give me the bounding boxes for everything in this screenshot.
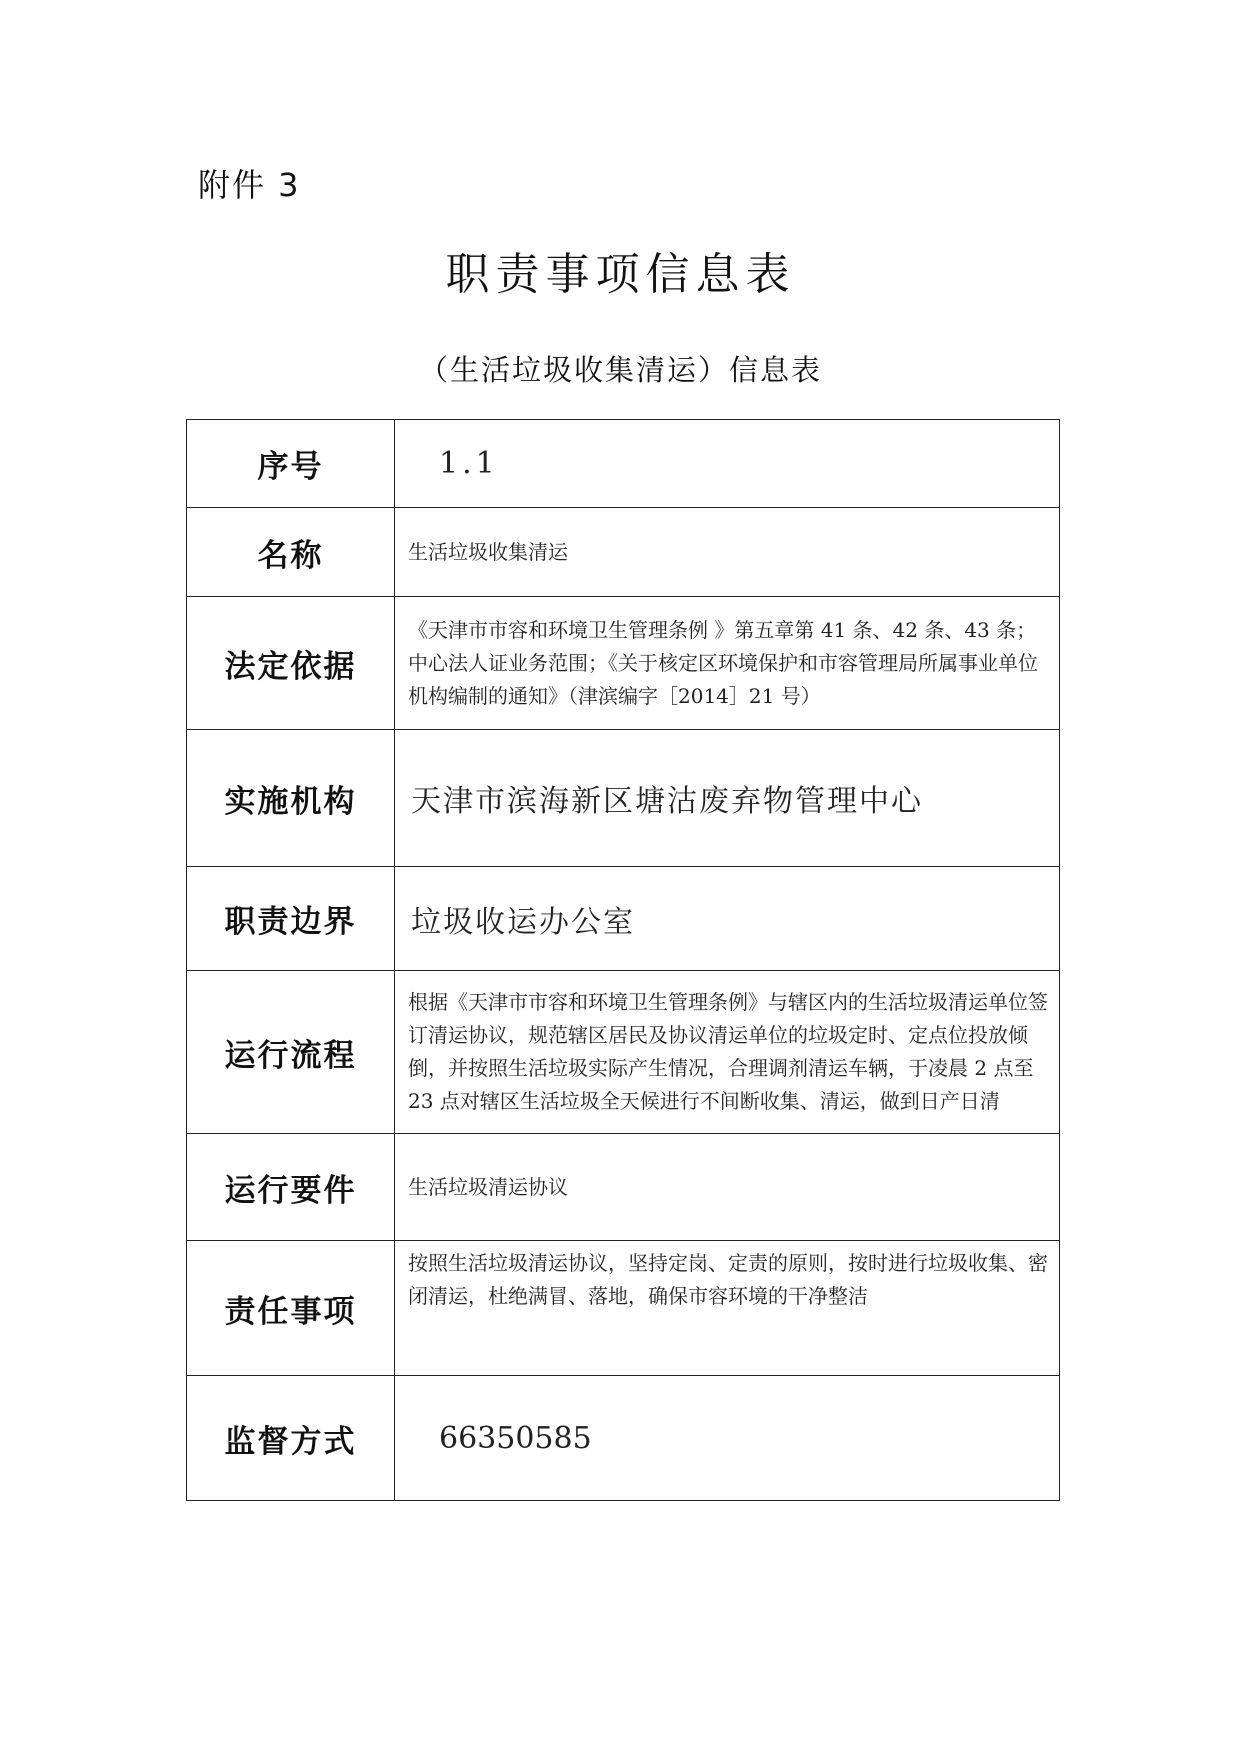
label-serial: 序号 xyxy=(187,420,395,508)
table-row-name xyxy=(187,508,1060,597)
value-process: 根据《天津市市容和环境卫生管理条例》与辖区内的生活垃圾清运单位签订清运协议，规范辖区居民及协议清运单位的垃圾定时、定点位投放倾倒，并按照生活垃圾实际产生情况，合理调剂清运车辆，于凌晨 2 点至 23 点对辖区生活垃圾全天候进行不间断收集、清运，做到日产日清 xyxy=(395,971,1060,1134)
label-process: 运行流程 xyxy=(187,971,395,1134)
label-responsibilities: 责任事项 xyxy=(187,1241,395,1376)
value-responsibilities: 按照生活垃圾清运协议，坚持定岗、定责的原则，按时进行垃圾收集、密闭清运，杜绝满冒、落地，确保市容环境的干净整洁 xyxy=(395,1241,1060,1376)
page-subtitle: （生活垃圾收集清运）信息表 xyxy=(418,353,822,387)
value-requirements: 生活垃圾清运协议 xyxy=(395,1134,1060,1241)
table-row-implementing-agency xyxy=(187,730,1060,867)
label-legal-basis: 法定依据 xyxy=(187,597,395,730)
label-supervision: 监督方式 xyxy=(187,1376,395,1501)
label-name: 名称 xyxy=(187,508,395,597)
value-legal-basis: 《天津市市容和环境卫生管理条例 》第五章第 41 条、42 条、43 条；中心法人证业务范围；《关于核定区环境保护和市容管理局所属事业单位机构编制的通知》（津滨编字［2014］21 号） xyxy=(395,597,1060,730)
table-row-process xyxy=(187,971,1060,1134)
value-implementing-agency: 天津市滨海新区塘沽废弃物管理中心 xyxy=(395,730,1060,867)
table-row-supervision xyxy=(187,1376,1060,1501)
duty-info-table xyxy=(186,419,1060,1501)
label-implementing-agency: 实施机构 xyxy=(187,730,395,867)
label-requirements: 运行要件 xyxy=(187,1134,395,1241)
table-row-serial xyxy=(187,420,1060,508)
value-supervision-phone: 66350585 xyxy=(395,1376,1060,1501)
table-row-responsibilities xyxy=(187,1241,1060,1376)
table-row-duty-boundary xyxy=(187,867,1060,971)
label-duty-boundary: 职责边界 xyxy=(187,867,395,971)
table-row-requirements xyxy=(187,1134,1060,1241)
value-serial: 1.1 xyxy=(395,420,1060,508)
value-duty-boundary: 垃圾收运办公室 xyxy=(395,867,1060,971)
page-title: 职责事项信息表 xyxy=(445,249,796,300)
value-name: 生活垃圾收集清运 xyxy=(395,508,1060,597)
table-row-legal-basis xyxy=(187,597,1060,730)
attachment-label: 附件 3 xyxy=(198,166,301,204)
